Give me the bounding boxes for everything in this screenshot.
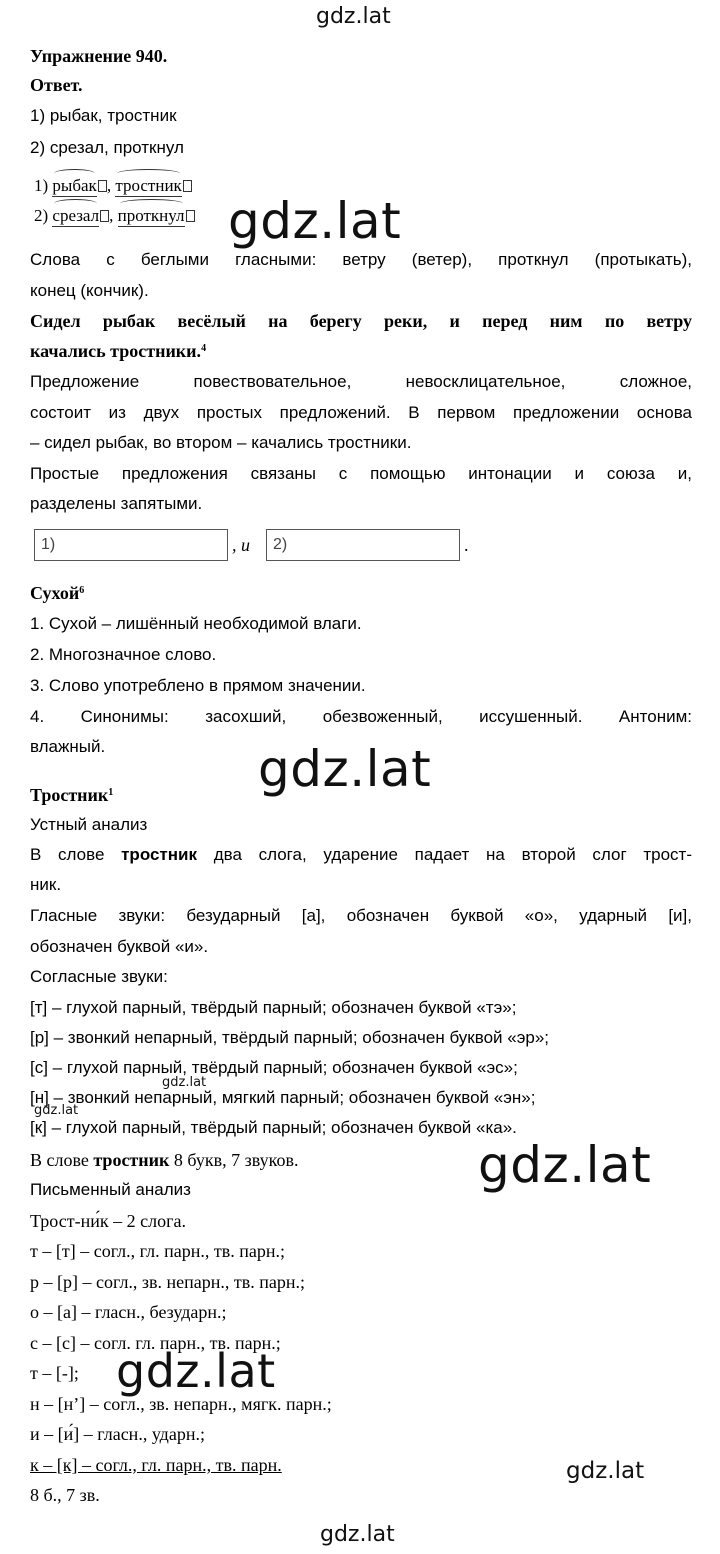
letter-line: с – [с] – согл. гл. парн., тв. парн.; (30, 1333, 281, 1353)
scheme-end: . (464, 535, 469, 555)
letter-line: к – [к] – согл., гл. парн., тв. парн. (30, 1455, 282, 1475)
root-arc (117, 169, 180, 178)
letter-line: р – [р] – согл., зв. непарн., тв. парн.; (30, 1272, 306, 1292)
parse-word: рыбак (52, 176, 96, 197)
dry-item: 4. Синонимы: засохший, обезвоженный, иссушенный. Антоним: (30, 707, 692, 726)
fluent-vowels-line: Слова с беглыми гласными: ветру (ветер), проткнул (протыкать), (30, 250, 692, 269)
sentence-sup: 4 (201, 343, 207, 354)
analysis-line: Простые предложения связаны с помощью интонации и союза и, (30, 464, 692, 483)
consonants-label: Согласные звуки: (30, 967, 168, 986)
syllables-line: Трост-ни́к – 2 слога. (30, 1211, 186, 1231)
syllable-line: ник. (30, 875, 62, 894)
reed-sup: 1 (108, 787, 114, 798)
watermark-large: gdz.lat (478, 1136, 652, 1194)
vowels-line: обозначен буквой «и». (30, 937, 209, 956)
letter-line: н – [н’] – согл., зв. непарн., мягк. парн.; (30, 1394, 332, 1414)
root-arc (54, 169, 94, 178)
watermark-bottom: gdz.lat (320, 1522, 395, 1547)
analysis-line: Предложение повествовательное, невосклицательное, сложное, (30, 372, 692, 391)
consonant-line: [т] – глухой парный, твёрдый парный; обозначен буквой «тэ»; (30, 998, 517, 1017)
consonant-line: [с] – глухой парный, твёрдый парный; обозначен буквой «эс»; (30, 1058, 518, 1077)
parse-row-2: 2) срезал , проткнул (34, 206, 195, 227)
letter-line: т – [-]; (30, 1363, 79, 1383)
watermark-large: gdz.lat (228, 192, 402, 250)
letter-line: и – [и́] – гласн., ударн.; (30, 1424, 205, 1444)
dry-item: 3. Слово употреблено в прямом значении. (30, 676, 366, 695)
syllable-line: В слове тростник два слога, ударение падает на второй слог трост- (30, 845, 693, 864)
scheme-box-2: 2) (266, 529, 460, 561)
dry-item: 1. Сухой – лишённый необходимой влаги. (30, 614, 362, 633)
scheme-conjunction: , и (232, 535, 250, 555)
sentence-line: качались тростники.$^4$ (30, 341, 207, 361)
answer-line: 1) рыбак, тростник (30, 106, 177, 125)
letter-line: о – [а] – гласн., безударн.; (30, 1302, 227, 1322)
letter-line: т – [т] – согл., гл. парн., тв. парн.; (30, 1241, 285, 1261)
consonant-line: [р] – звонкий непарный, твёрдый парный; обозначен буквой «эр»; (30, 1028, 550, 1047)
vowels-line: Гласные звуки: безударный [а], обозначен буквой «о», ударный [и], (30, 906, 692, 925)
dry-title: Сухой$^6$ (30, 583, 85, 603)
written-analysis-label: Письменный анализ (30, 1180, 191, 1199)
watermark-large: gdz.lat (116, 1344, 276, 1398)
watermark-small: gdz.lat (162, 1075, 207, 1090)
count-line: В слове тростник 8 букв, 7 звуков. (30, 1150, 299, 1170)
parse-row-1: 1) рыбак , тростник (34, 176, 192, 197)
parse-word: тростник (115, 176, 182, 197)
answer-label: Ответ. (30, 75, 83, 95)
root-arc (120, 199, 183, 208)
sentence-scheme (34, 527, 474, 567)
watermark-top: gdz.lat (316, 4, 391, 29)
scheme-box-1: 1) (34, 529, 228, 561)
parse-word: проткнул (118, 206, 185, 227)
ending-box (186, 210, 195, 222)
parse-number: 2) (34, 206, 49, 225)
watermark-medium: gdz.lat (566, 1458, 645, 1484)
total-line: 8 б., 7 зв. (30, 1485, 100, 1505)
watermark-large: gdz.lat (258, 740, 432, 798)
root-arc (54, 199, 97, 208)
analysis-line: состоит из двух простых предложений. В первом предложении основа (30, 403, 692, 422)
exercise-title: Упражнение 940. (30, 46, 168, 66)
consonant-line: [н] – звонкий непарный, мягкий парный; обозначен буквой «эн»; (30, 1088, 536, 1107)
dry-item: 2. Многозначное слово. (30, 645, 217, 664)
reed-title: Тростник$^1$ (30, 785, 114, 805)
dry-item: влажный. (30, 737, 106, 756)
ending-box (100, 210, 109, 222)
ending-box (98, 180, 107, 192)
analysis-line: – сидел рыбак, во втором – качались тростники. (30, 433, 412, 452)
dry-sup: 6 (79, 585, 85, 596)
parse-number: 1) (34, 176, 49, 195)
answer-line: 2) срезал, проткнул (30, 138, 184, 157)
oral-analysis-label: Устный анализ (30, 815, 148, 834)
sentence-line: Сидел рыбак весёлый на берегу реки, и перед ним по ветру (30, 311, 692, 331)
ending-box (183, 180, 192, 192)
analysis-line: разделены запятыми. (30, 494, 203, 513)
parse-word: срезал (52, 206, 99, 227)
fluent-vowels-line: конец (кончик). (30, 281, 149, 300)
consonant-line: [к] – глухой парный, твёрдый парный; обозначен буквой «ка». (30, 1118, 517, 1137)
watermark-small: gdz.lat (34, 1103, 79, 1118)
